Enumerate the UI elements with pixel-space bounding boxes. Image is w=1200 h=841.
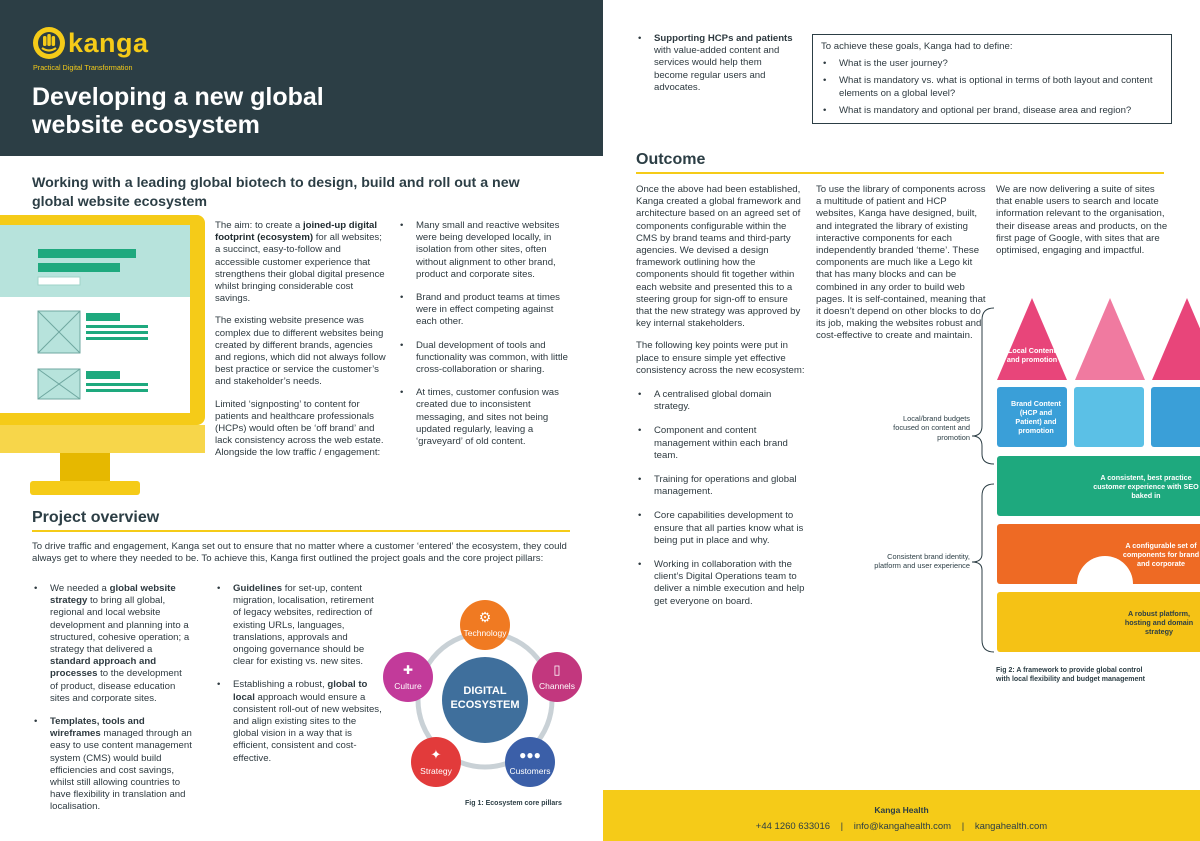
block-consistent-practice [997,456,1200,516]
footer-company: Kanga Health [874,805,929,815]
node-strategy-icon: ✦ [430,747,442,762]
page-title [32,83,324,139]
fig2-caption-line1: Fig 2: A framework to provide global control [996,667,1143,674]
outcome-title: Outcome [636,151,706,168]
list-item: • Many small and reactive websites were being developed locally, in isolation from other sites, often without alignment to other brand, product and corporate sites. [398,220,570,281]
footer-contact [603,821,1200,832]
header-band [0,0,603,156]
fig1-caption: Fig 1: Ecosystem core pillars [465,800,562,807]
intro-para-signposting: Limited ‘signposting’ to content for patients and healthcare professionals (HCPs) would often be ‘off brand’ and lack consistency across the web estate. Alongside the low traffic / engagement: [215,398,384,459]
label-local-budgets: Local/brand budgets focused on content and promotion [893,414,970,442]
node-culture-icon: ✚ [402,663,414,677]
footer-email[interactable]: info@kangahealth.com [853,821,952,832]
intro-para-existing: The existing website presence was complex due to different websites being created by different brands, agencies and regions, which did not always follow best practice or service the customer’s and stakeholder’s needs. [215,315,386,388]
footer [603,790,1200,841]
list-item: • At times, customer confusion was created due to inconsistent messaging, and sites not being updated regularly, leaving a ‘graveyard’ of old content. [398,387,570,448]
configurable-set-label: A configurable set of components for brand and corporate [1122,540,1200,568]
outcome-bullets [636,389,806,608]
node-channels-icon: ▯ [553,662,561,677]
ecosystem-diagram [382,594,597,794]
ecosystem-center-line2: ECOSYSTEM [450,699,520,711]
list-item: • What is mandatory vs. what is optional in terms of both layout and content elements on a global level? [821,75,1163,99]
project-overview-heading [32,509,570,532]
intro-para-aim: The aim: to create a joined-up digital footprint (ecosystem) for all websites; a succinct, easy-to-follow and accessible customer experience that strengthens their global digital presence whilst bringing considerable cost savings. [215,220,385,305]
block-configurable-set [997,524,1200,584]
support-bullet [636,33,798,103]
page-title-line1: Developing a new global [32,83,324,111]
list-item: • Core capabilities development to ensure that all parties know what is being put in place and why. [636,510,806,547]
outcome-para2: The following key points were put in place to ensure simple yet effective consistency across the new ecosystem: [636,340,805,376]
list-item: • We needed a global website strategy to bring all global, regional and local website development and planning into a structured, cohesive operation; a strategy that delivered a standard approach and processes to the development of product, disease education sites and corporate sites. [32,583,192,705]
node-technology-label: Technology [463,628,507,638]
outcome-col1 [636,184,806,617]
list-item: • What is the user journey? [821,58,1163,70]
project-col1-bullets [32,583,192,823]
node-customers [505,737,555,787]
consistent-practice-label: A consistent, best practice customer experience with SEO baked in [1093,472,1199,500]
brand-tagline: Practical Digital Transformation [33,63,133,72]
node-customers-icon: ●●● [519,748,541,762]
intro-col2-bullets [398,220,570,457]
outcome-col2: To use the library of components across a multitude of patient and HCP websites, Kanga have designed, built, and integrated the library of existing interactive components for each independently branded ‘theme’. These components are much like a Lego kit that has many blocks and can be combined in any order to build web pages. It is self-contained, meaning that it doesn’t depend on other blocks to do its job, making the websites robust and cost-effective to create and maintain. [816,184,986,342]
list-item: • Training for operations and global management. [636,474,806,498]
node-channels [532,652,582,702]
fig2-caption-line2: with local flexibility and budget management [996,676,1145,683]
kanga-logo-icon [32,26,66,60]
footer-sep: | [961,821,965,832]
outcome-para1: Once the above had been established, Kanga created a global framework and architecture based on an agreed set of components configurable within the CMS by brand teams and third-party agencies. We devised a design framework outlining how the components should fit together within each website and presented this to a steering group for sign-off to ensure that the new strategy was approved by key internal stakeholders. [636,184,801,330]
list-item: • Brand and product teams at times were in effect competing against each other. [398,292,570,329]
node-strategy-label: Strategy [420,766,452,776]
node-customers-label: Customers [509,766,551,776]
block-robust-platform [997,592,1200,652]
subtitle-line1: Working with a leading global biotech to design, build and roll out a new [32,175,520,191]
goals-box-list [821,58,1163,117]
project-overview-intro: To drive traffic and engagement, Kanga set out to ensure that no matter where a customer ‘entered’ the ecosystem, they could always get to where they needed to be. To achieve this, Kanga first outlined the project goals and the core project pillars: [32,541,567,565]
intro-col1 [215,220,387,460]
triangle-3 [1152,298,1200,380]
project-overview-title: Project overview [32,509,160,526]
brand-content-label: Brand Content (HCP and Patient) and promotion [1011,399,1061,435]
goals-box [812,34,1172,124]
ecosystem-center-line1: DIGITAL [463,685,507,697]
node-culture-label: Culture [394,681,422,691]
outcome-col3: We are now delivering a suite of sites that enable users to search and locate information relevant to the organisation, their disease areas and products, on the first page of Google, with sites that are optimised, engaging and impactful. [996,184,1168,257]
subtitle-line2: global website ecosystem [32,193,208,210]
monitor-illustration [0,213,205,503]
footer-website[interactable]: kangahealth.com [974,821,1048,832]
outcome-heading [636,151,1164,174]
block-blue-2 [1074,387,1144,447]
local-content-label: Local Content and promotion [1006,346,1058,364]
footer-sep: | [840,821,844,832]
list-item: • Component and content management within each brand team. [636,425,806,462]
label-consistent: Consistent brand identity, platform and user experience [874,552,970,571]
robust-platform-label: A robust platform, hosting and domain strategy [1124,608,1194,636]
list-item: • Supporting HCPs and patients with value-added content and services would help them become regular users and advocates. [636,33,798,94]
list-item: • Establishing a robust, global to local approach would ensure a consistent roll-out of new websites, and align existing sites to the global vision in a way that is efficient, consistent and cost-effective. [215,679,383,764]
node-technology [460,600,510,650]
triangle-2 [1075,298,1145,380]
block-brand-content [997,387,1067,447]
node-strategy [411,737,461,787]
goals-box-intro: To achieve these goals, Kanga had to define: [821,41,1013,52]
node-channels-label: Channels [539,681,575,691]
list-item: • Dual development of tools and functionality was common, with little cross-collaboration or sharing. [398,340,570,377]
subtitle [32,174,592,211]
brand-name: kanga [68,28,149,58]
fig2-caption [996,666,1145,684]
page-title-line2: website ecosystem [32,111,260,139]
list-item: • What is mandatory and optional per brand, disease area and region? [821,105,1163,117]
framework-brackets [960,296,1000,666]
project-col2-bullets [215,583,383,774]
list-item: • A centralised global domain strategy. [636,389,806,413]
framework-diagram [860,296,1200,696]
node-culture [383,652,433,702]
footer-phone[interactable]: +44 1260 633016 [755,821,831,832]
block-blue-3 [1151,387,1200,447]
node-technology-icon: ⚙ [478,609,492,625]
triangle-local-content [997,298,1067,380]
list-item: • Guidelines for set-up, content migration, localisation, retirement of legacy websites, redirection of existing URLs, languages, translations, approvals and ongoing governance should be clear for existing vs. new sites. [215,583,383,668]
list-item: • Templates, tools and wireframes managed through an easy to use content management system (CMS) would build efficiencies and cost savings, whilst still allowing countries to have flexibility in translation and localisation. [32,716,192,814]
list-item: • Working in collaboration with the client’s Digital Operations team to deliver a nimble execution and help get everyone on board. [636,559,806,608]
